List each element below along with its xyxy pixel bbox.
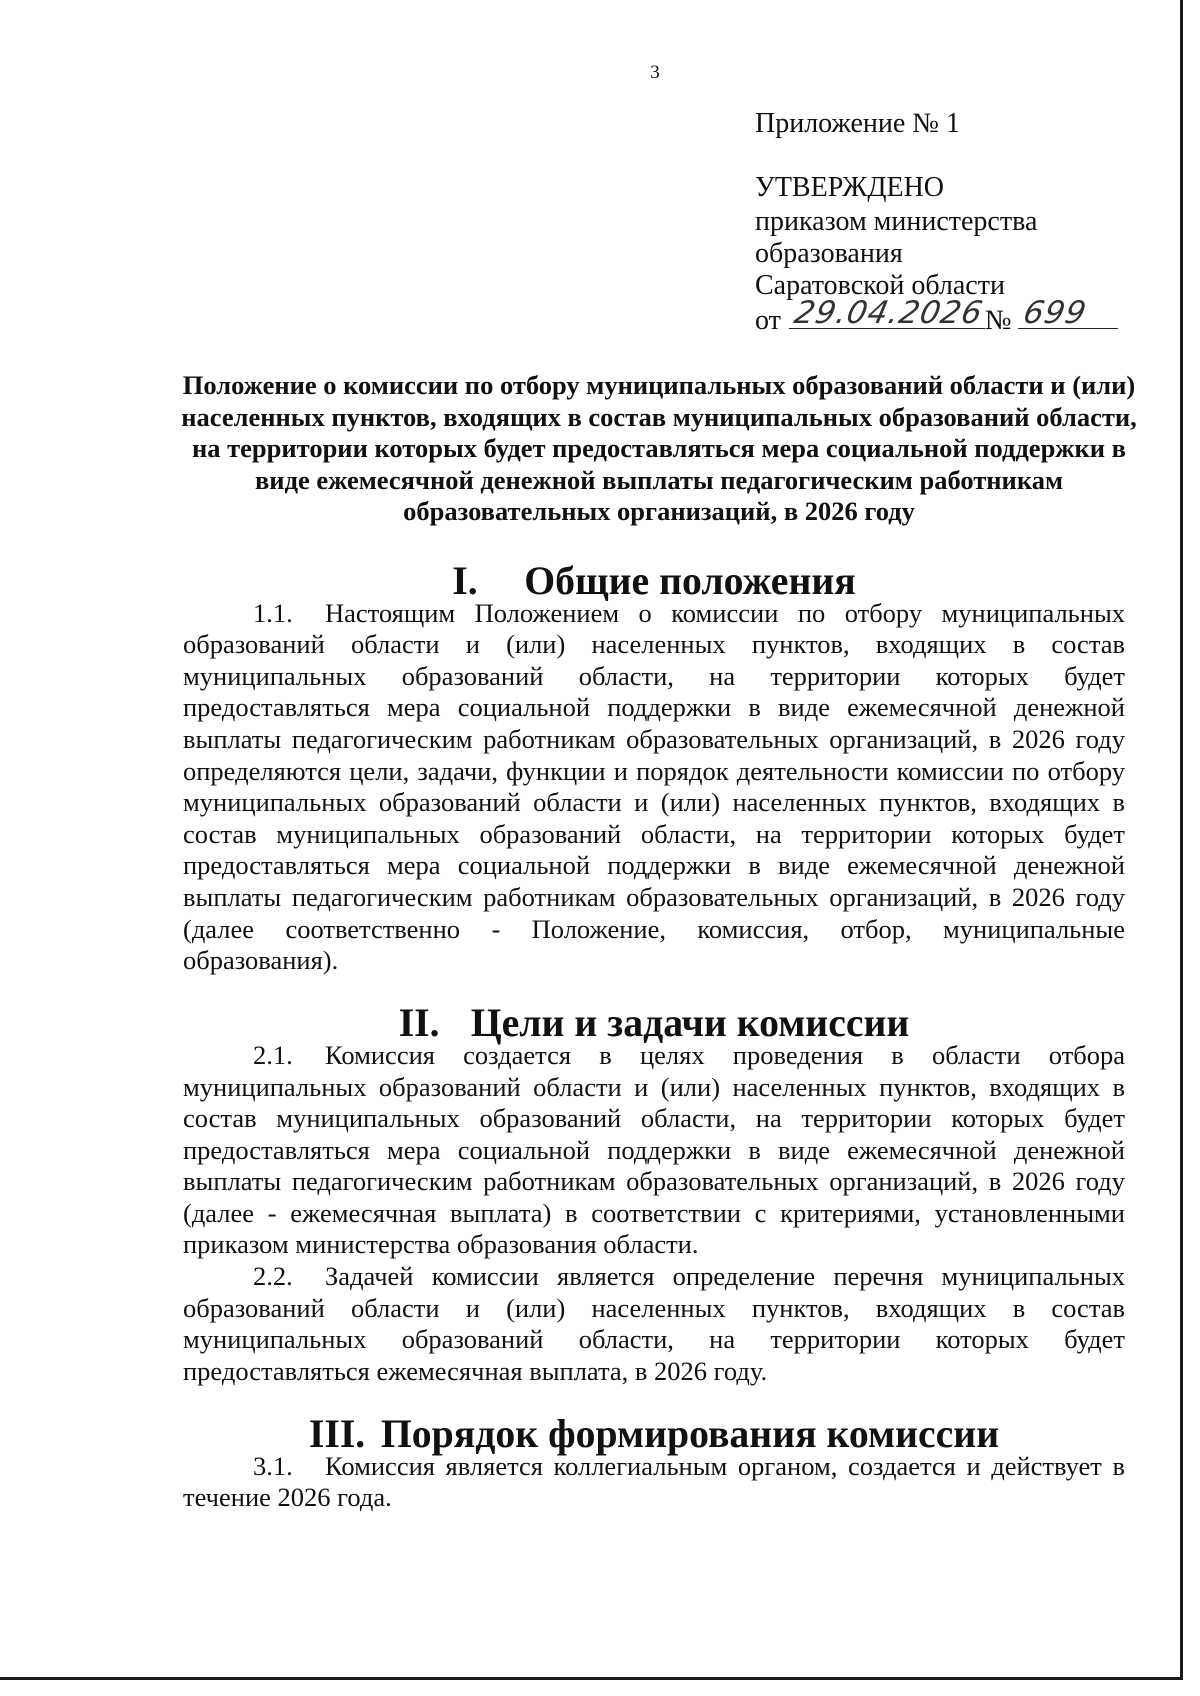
paragraph-text: Задачей комиссии является определение перечня муниципальных образований области и (или) населенных пунктов, входящих в состав муниципальных образований области, на территории которых будет предоставляться ежемесячная выплата, в 2026 году. xyxy=(183,1261,1125,1386)
handwritten-date: 29.04.2026 xyxy=(791,295,987,331)
approval-line-3: Саратовской области xyxy=(755,270,1005,301)
section-numeral: II. xyxy=(398,1001,440,1046)
paragraph-text: Комиссия создается в целях проведения в области отбора муниципальных образований области и (или) населенных пунктов, входящих в состав муниципальных образований области, на территории которых будет предоставляться мера социальной поддержки в виде ежемесячной денежной выплаты педагогическим работникам образовательных организаций, в 2026 году (далее - ежемесячная выплата) в соответствии с критериями, установленными приказом министерства образования области. xyxy=(183,1039,1125,1260)
from-label: от xyxy=(755,305,781,336)
section-title: Цели и задачи комиссии xyxy=(470,1001,910,1046)
handwritten-number: 699 xyxy=(1019,295,1090,331)
number-label: № xyxy=(984,305,1012,336)
paragraph-number: 2.1. xyxy=(253,1039,293,1070)
paragraph-number: 3.1. xyxy=(253,1450,293,1481)
document-body xyxy=(183,559,1125,1514)
paragraph-number: 2.2. xyxy=(253,1261,293,1292)
approval-block xyxy=(755,108,1118,337)
appendix-title: Приложение № 1 xyxy=(755,108,960,139)
approval-line-1: приказом министерства xyxy=(755,206,1038,237)
approved-label: УТВЕРЖДЕНО xyxy=(755,172,945,203)
order-date-blank xyxy=(789,295,987,331)
paragraph xyxy=(183,1261,1125,1387)
section-numeral: I. xyxy=(452,559,478,603)
approval-line-2: образования xyxy=(755,238,903,269)
section-numeral: III. xyxy=(308,1412,366,1457)
section-heading xyxy=(183,1001,1125,1046)
order-date-line xyxy=(755,295,1118,337)
paragraph xyxy=(183,598,1125,977)
section-title: Порядок формирования комиссии xyxy=(380,1412,1000,1457)
order-number-blank xyxy=(1018,295,1118,331)
paragraph-number: 1.1. xyxy=(253,597,293,628)
paragraph-text: Комиссия является коллегиальным органом, создается и действует в течение 2026 года. xyxy=(183,1450,1125,1513)
section-heading xyxy=(183,559,1125,603)
document-title: Положение о комиссии по отбору муниципальных образований области и (или) населенных пунктов, входящих в состав муниципальных образований области, на территории которых будет предоставляться мера социальной поддержки в виде ежемесячной денежной выплаты педагогическим работникам образовательных организаций, в 2026 году xyxy=(181,370,1137,526)
paragraph-text: Настоящим Положением о комиссии по отбору муниципальных образований области и (или) населенных пунктов, входящих в состав муниципальных образований области, на территории которых будет предоставляться мера социальной поддержки в виде ежемесячной денежной выплаты педагогическим работникам образовательных организаций, в 2026 году определяются цели, задачи, функции и порядок деятельности комиссии по отбору муниципальных образований области и (или) населенных пунктов, входящих в состав муниципальных образований области, на территории которых будет предоставляться мера социальной поддержки в виде ежемесячной денежной выплаты педагогическим работникам образовательных организаций, в 2026 году (далее соответственно - Положение, комиссия, отбор, муниципальные образования). xyxy=(183,597,1125,976)
paragraph xyxy=(183,1040,1125,1261)
page-number: 3 xyxy=(650,62,660,83)
paragraph xyxy=(183,1451,1125,1514)
section-heading xyxy=(183,1412,1125,1457)
section-title: Общие положения xyxy=(524,559,856,603)
